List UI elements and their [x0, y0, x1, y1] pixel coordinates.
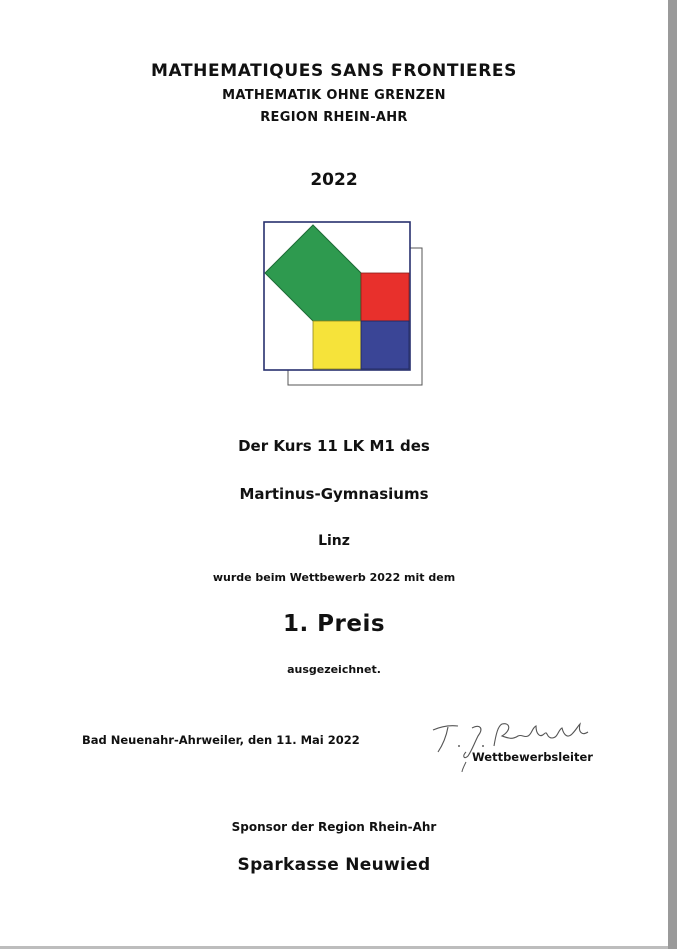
logo-blue-square — [361, 321, 409, 369]
course-line: Der Kurs 11 LK M1 des — [238, 437, 430, 455]
competition-region: REGION RHEIN-AHR — [260, 110, 408, 125]
handwritten-signature-icon — [428, 716, 598, 776]
logo-red-square — [361, 273, 409, 321]
sponsor-name: Sparkasse Neuwied — [237, 855, 431, 875]
signer-role: Wettbewerbsleiter — [472, 750, 593, 764]
awarded-text: ausgezeichnet. — [287, 663, 381, 676]
competition-title: MATHEMATIQUES SANS FRONTIERES — [151, 61, 517, 81]
certificate-year: 2022 — [310, 170, 358, 190]
school-city: Linz — [318, 533, 350, 549]
viewer-gutter — [668, 0, 677, 949]
prize-title: 1. Preis — [282, 611, 386, 637]
sponsor-label: Sponsor der Region Rhein-Ahr — [231, 820, 437, 834]
school-name: Martinus-Gymnasiums — [239, 485, 429, 503]
competition-subtitle: MATHEMATIK OHNE GRENZEN — [222, 88, 446, 103]
place-and-date: Bad Neuenahr-Ahrweiler, den 11. Mai 2022 — [82, 733, 360, 747]
award-text: wurde beim Wettbewerb 2022 mit dem — [212, 571, 456, 584]
logo-yellow-square — [313, 321, 361, 369]
pythagoras-squares-logo-icon — [260, 218, 426, 388]
